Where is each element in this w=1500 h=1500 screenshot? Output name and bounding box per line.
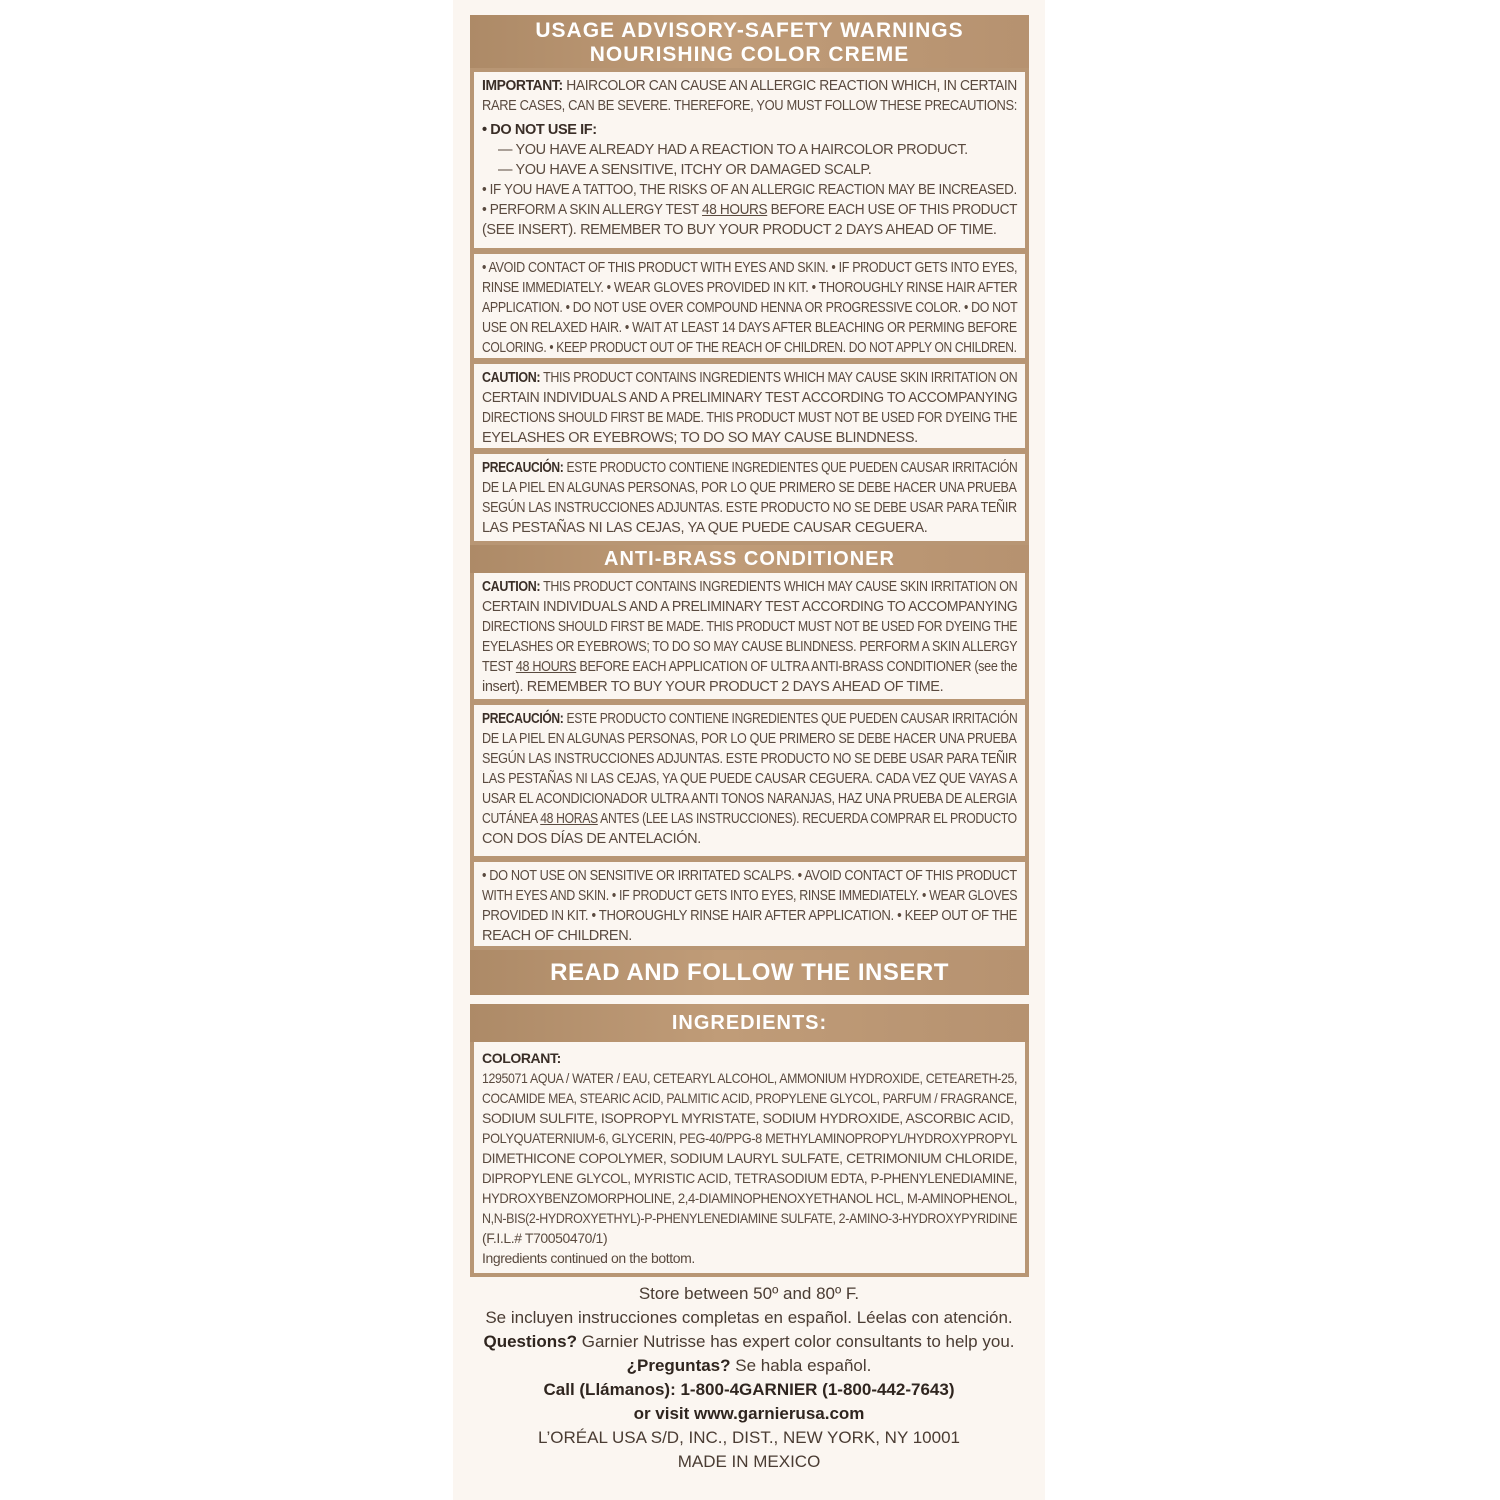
caution-line-5-tail: (see the [971, 659, 1018, 675]
caution-line-2: CERTAIN INDIVIDUALS AND A PRELIMINARY TEST ACCORDING TO ACCOMPANYING [482, 390, 1018, 406]
banner-subtitle: NOURISHING COLOR CREME [589, 43, 910, 66]
ingredient-line: DIMETHICONE COPOLYMER, SODIUM LAURYL SULFATE, CETRIMONIUM CHLORIDE, [482, 1150, 1018, 1166]
avoid-line-2: RINSE IMMEDIATELY. • WEAR GLOVES PROVIDED IN KIT. • THOROUGHLY RINSE HAIR AFTER [482, 280, 1018, 296]
footer-info [453, 1282, 1045, 1474]
caution-line-5-pre: TEST [482, 659, 516, 675]
ingredients-box [470, 1042, 1029, 1277]
phone-number: Call (Llámanos): 1-800-4GARNIER (1-800-442-7643) [543, 1380, 955, 1399]
caution-line-5-post: BEFORE EACH APPLICATION OF ULTRA ANTI-BRASS CONDITIONER [576, 659, 972, 675]
do-not-use-label: • DO NOT USE IF: [482, 122, 597, 138]
storage-text: Store between 50º and 80º F. [638, 1284, 860, 1303]
caution-label: CAUTION: [482, 370, 541, 386]
caution-hours: 48 HOURS [515, 659, 577, 675]
reason-1: — YOU HAVE ALREADY HAD A REACTION TO A HAIRCOLOR PRODUCT. [498, 142, 968, 158]
caution-label: CAUTION: [482, 579, 541, 595]
test-post: BEFORE EACH USE OF THIS PRODUCT [767, 202, 1018, 218]
caution-line-2: CERTAIN INDIVIDUALS AND A PRELIMINARY TEST ACCORDING TO ACCOMPANYING [482, 599, 1018, 615]
caution-line-4: EYELASHES OR EYEBROWS; TO DO SO MAY CAUSE BLINDNESS. [482, 430, 918, 446]
precaucion-line-2: DE LA PIEL EN ALGUNAS PERSONAS, POR LO QUE PRIMERO SE DEBE HACER UNA PRUEBA [482, 480, 1017, 496]
precaucion-box-color [470, 452, 1029, 545]
ingredient-line: SODIUM SULFITE, ISOPROPYL MYRISTATE, SODIUM HYDROXIDE, ASCORBIC ACID, [482, 1110, 1014, 1126]
spanish-instructions: Se incluyen instrucciones completas en español. Léelas con atención. [485, 1308, 1013, 1327]
anti-brass-banner: ANTI-BRASS CONDITIONER [470, 545, 1029, 573]
test-hours: 48 HOURS [702, 202, 768, 218]
precaucion-hours: 48 HORAS [540, 811, 598, 827]
precaucion-line-1: ESTE PRODUCTO CONTIENE INGREDIENTES QUE PUEDEN CAUSAR IRRITACIÓN [563, 460, 1018, 476]
scalp-line-4: REACH OF CHILDREN. [482, 928, 632, 944]
ingredient-line: POLYQUATERNIUM-6, GLYCERIN, PEG-40/PPG-8 METHYLAMINOPROPYL/HYDROXYPROPYL [482, 1130, 1018, 1146]
distributor: L’ORÉAL USA S/D, INC., DIST., NEW YORK, NY 10001 [537, 1428, 960, 1447]
caution-line-6: . REMEMBER TO BUY YOUR PRODUCT 2 DAYS AHEAD OF TIME. [519, 679, 944, 695]
caution-line-3: DIRECTIONS SHOULD FIRST BE MADE. THIS PRODUCT MUST NOT BE USED FOR DYEING THE [482, 410, 1018, 426]
avoid-line-5: COLORING. • KEEP PRODUCT OUT OF THE REACH OF CHILDREN. DO NOT APPLY ON CHILDREN. [482, 340, 1017, 356]
test-line-2: (SEE INSERT). REMEMBER TO BUY YOUR PRODUCT 2 DAYS AHEAD OF TIME. [482, 222, 997, 238]
caution-line-4: EYELASHES OR EYEBROWS; TO DO SO MAY CAUSE BLINDNESS. PERFORM A SKIN ALLERGY [482, 639, 1018, 655]
ingredient-line: 1295071 AQUA / WATER / EAU, CETEARYL ALCOHOL, AMMONIUM HYDROXIDE, CETEARETH-25, [482, 1070, 1018, 1086]
caution-line-1: THIS PRODUCT CONTAINS INGREDIENTS WHICH MAY CAUSE SKIN IRRITATION ON [540, 370, 1018, 386]
banner-title: USAGE ADVISORY-SAFETY WARNINGS [535, 19, 964, 42]
avoid-contact-box [470, 252, 1029, 362]
caution-box-color [470, 362, 1029, 452]
preguntas-text: Se habla español. [730, 1356, 872, 1375]
important-text-2: RARE CASES, CAN BE SEVERE. THEREFORE, YOU MUST FOLLOW THESE PRECAUTIONS: [482, 98, 1018, 114]
safety-warnings-banner [470, 15, 1029, 68]
questions-label: Questions? [483, 1332, 577, 1351]
tattoo-warning: • IF YOU HAVE A TATTOO, THE RISKS OF AN ALLERGIC REACTION MAY BE INCREASED. [482, 182, 1017, 198]
precaucion-line-6-pre: CUTÁNEA [482, 811, 541, 827]
precaucion-line-3: SEGÚN LAS INSTRUCCIONES ADJUNTAS. ESTE PRODUCTO NO SE DEBE USAR PARA TEÑIR [482, 500, 1017, 516]
caution-line-1: THIS PRODUCT CONTAINS INGREDIENTS WHICH MAY CAUSE SKIN IRRITATION ON [540, 579, 1018, 595]
precaucion-label: PRECAUCIÓN: [482, 711, 564, 727]
important-box [470, 68, 1029, 252]
scalp-line-2: WITH EYES AND SKIN. • IF PRODUCT GETS INTO EYES, RINSE IMMEDIATELY. • WEAR GLOVES [482, 888, 1018, 904]
precaucion-line-3: SEGÚN LAS INSTRUCCIONES ADJUNTAS. ESTE PRODUCTO NO SE DEBE USAR PARA TEÑIR [482, 751, 1017, 767]
avoid-line-1: • AVOID CONTACT OF THIS PRODUCT WITH EYES AND SKIN. • IF PRODUCT GETS INTO EYES, [482, 260, 1018, 276]
test-pre: • PERFORM A SKIN ALLERGY TEST [482, 202, 703, 218]
precaucion-line-4: LAS PESTAÑAS NI LAS CEJAS, YA QUE PUEDE CAUSAR CEGUERA. CADA VEZ QUE VAYAS A [482, 771, 1018, 787]
ingredient-line: DIPROPYLENE GLYCOL, MYRISTIC ACID, TETRASODIUM EDTA, P-PHENYLENEDIAMINE, [482, 1170, 1018, 1186]
ingredient-line: HYDROXYBENZOMORPHOLINE, 2,4-DIAMINOPHENOXYETHANOL HCL, M-AMINOPHENOL, [482, 1190, 1018, 1206]
ingredient-line: N,N-BIS(2-HYDROXYETHYL)-P-PHENYLENEDIAMINE SULFATE, 2-AMINO-3-HYDROXYPYRIDINE [482, 1210, 1018, 1226]
reason-2: — YOU HAVE A SENSITIVE, ITCHY OR DAMAGED SCALP. [498, 162, 872, 178]
made-in: MADE IN MEXICO [677, 1452, 821, 1471]
caution-line-6-lower: insert) [482, 679, 520, 695]
precaucion-line-6-post: ANTES (LEE LAS INSTRUCCIONES). RECUERDA COMPRAR EL PRODUCTO [597, 811, 1017, 827]
ingredients-banner: INGREDIENTS: [470, 1004, 1029, 1042]
caution-box-conditioner [470, 573, 1029, 703]
read-insert-banner: READ AND FOLLOW THE INSERT [470, 950, 1029, 995]
scalp-warning-box [470, 860, 1029, 950]
colorant-label: COLORANT: [482, 1050, 561, 1066]
important-text: HAIRCOLOR CAN CAUSE AN ALLERGIC REACTION WHICH, IN CERTAIN [562, 78, 1017, 94]
avoid-line-3: APPLICATION. • DO NOT USE OVER COMPOUND HENNA OR PROGRESSIVE COLOR. • DO NOT [482, 300, 1018, 316]
precaucion-line-5: USAR EL ACONDICIONADOR ULTRA ANTI TONOS NARANJAS, HAZ UNA PRUEBA DE ALERGIA [482, 791, 1017, 807]
ingredient-line: COCAMIDE MEA, STEARIC ACID, PALMITIC ACID, PROPYLENE GLYCOL, PARFUM / FRAGRANCE, [482, 1090, 1017, 1106]
ingredient-line: (F.I.L.# T70050470/1) [482, 1230, 608, 1246]
precaucion-box-conditioner [470, 703, 1029, 860]
caution-line-3: DIRECTIONS SHOULD FIRST BE MADE. THIS PRODUCT MUST NOT BE USED FOR DYEING THE [482, 619, 1018, 635]
questions-text: Garnier Nutrisse has expert color consultants to help you. [577, 1332, 1015, 1351]
precaucion-label: PRECAUCIÓN: [482, 460, 564, 476]
website: or visit www.garnierusa.com [633, 1404, 865, 1423]
preguntas-line [453, 1354, 1045, 1378]
preguntas-label: ¿Preguntas? [626, 1356, 731, 1375]
precaucion-line-2: DE LA PIEL EN ALGUNAS PERSONAS, POR LO QUE PRIMERO SE DEBE HACER UNA PRUEBA [482, 731, 1017, 747]
avoid-line-4: USE ON RELAXED HAIR. • WAIT AT LEAST 14 DAYS AFTER BLEACHING OR PERMING BEFORE [482, 320, 1017, 336]
precaucion-line-7: CON DOS DÍAS DE ANTELACIÓN. [482, 831, 701, 847]
scalp-line-3: PROVIDED IN KIT. • THOROUGHLY RINSE HAIR AFTER APPLICATION. • KEEP OUT OF THE [482, 908, 1018, 924]
precaucion-line-1: ESTE PRODUCTO CONTIENE INGREDIENTES QUE PUEDEN CAUSAR IRRITACIÓN [563, 711, 1018, 727]
questions-line [453, 1330, 1045, 1354]
scalp-line-1: • DO NOT USE ON SENSITIVE OR IRRITATED SCALPS. • AVOID CONTACT OF THIS PRODUCT [482, 868, 1017, 884]
important-label: IMPORTANT: [482, 78, 563, 94]
precaucion-line-4: LAS PESTAÑAS NI LAS CEJAS, YA QUE PUEDE CAUSAR CEGUERA. [482, 520, 928, 536]
ingredients-continued: Ingredients continued on the bottom. [482, 1250, 695, 1266]
